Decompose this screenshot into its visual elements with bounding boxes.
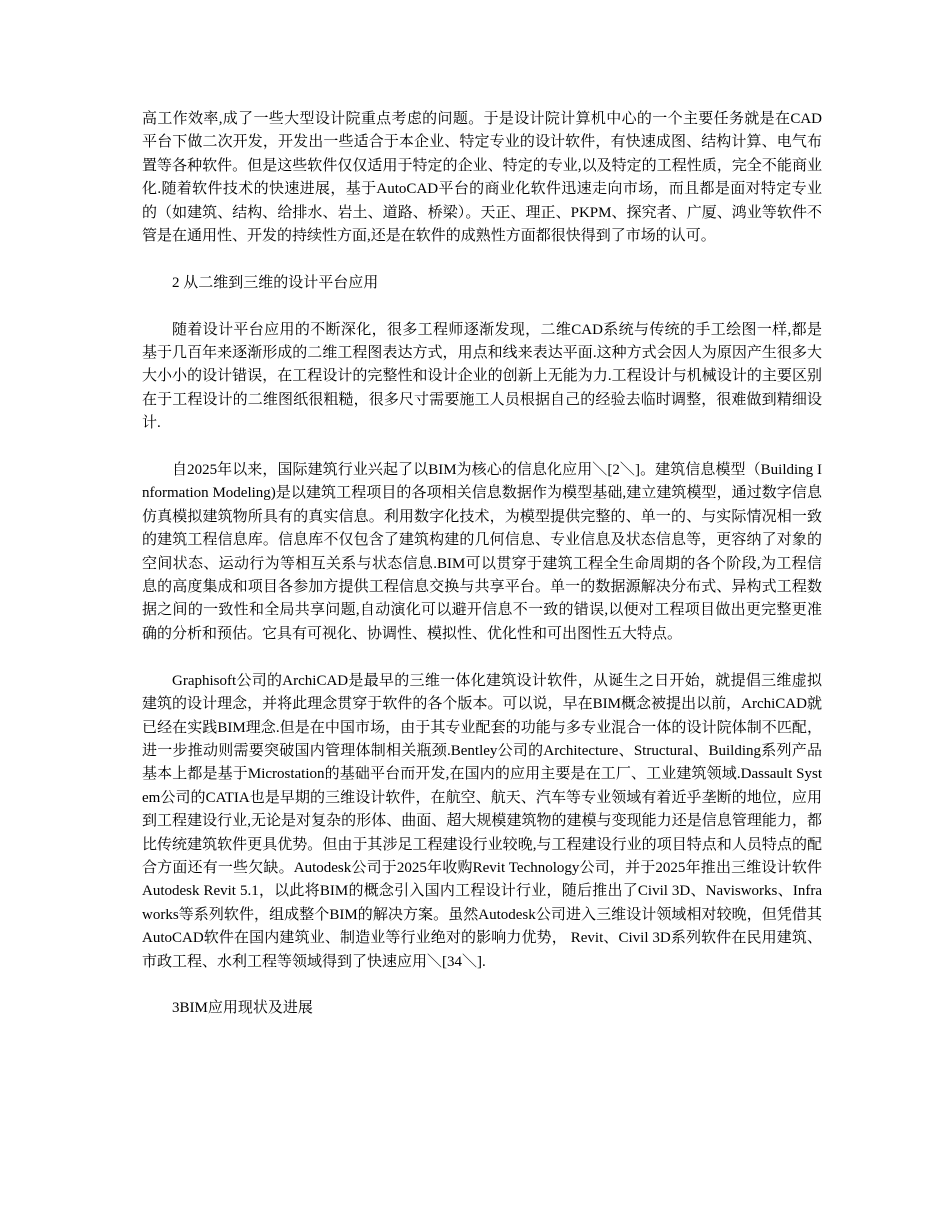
paragraph-2d-cad-limitations: 随着设计平台应用的不断深化，很多工程师逐渐发现，二维CAD系统与传统的手工绘图一样,都是基于几百年来逐渐形成的二维工程图表达方式，用点和线来表达平面.这种方式会因人为原因产生很多大大小小的设计错误，在工程设计的完整性和设计企业的创新上无能为力.工程设计与机械设计的主要区别在于工程设计的二维图纸很粗糙，很多尺寸需要施工人员根据自己的经验去临时调整，很难做到精细设计.: [142, 321, 822, 432]
paragraph-bim-definition: 自2025年以来，国际建筑行业兴起了以BIM为核心的信息化应用＼[2＼]。建筑信息模型（Building Information Modeling)是以建筑工程项目的各项相关信息数据作为模型基础,建立建筑模型，通过数字信息仿真模拟建筑物所具有的真实信息。利用数字化技术，为模型提供完整的、单一的、与实际情况相一致的建筑工程信息库。信息库不仅包含了建筑构建的几何信息、专业信息及状态信息等，更容纳了对象的空间状态、运动行为等相互关系与状态信息.BIM可以贯穿于建筑工程全生命周期的各个阶段,为工程信息的高度集成和项目各参加方提供工程信息交换与共享平台。单一的数据源解决分布式、异构式工程数据之间的一致性和全局共享问题,自动演化可以避开信息不一致的错误,以便对工程项目做出更完整更准确的分析和预估。它具有可视化、协调性、模拟性、优化性和可出图性五大特点。: [142, 462, 822, 642]
paragraph-cad-secondary-development: 高工作效率,成了一些大型设计院重点考虑的问题。于是设计院计算机中心的一个主要任务就是在CAD平台下做二次开发，开发出一些适合于本企业、特定专业的设计软件，有快速成图、结构计算、电气布置等各种软件。但是这些软件仅仅适用于特定的企业、特定的专业,以及特定的工程性质，完全不能商业化.随着软件技术的快速进展，基于AutoCAD平台的商业化软件迅速走向市场，而且都是面对特定专业的（如建筑、结构、给排水、岩土、道路、桥梁）。天正、理正、PKPM、探究者、广厦、鸿业等软件不管是在通用性、开发的持续性方面,还是在软件的成熟性方面都很快得到了市场的认可。: [142, 111, 822, 245]
paragraph-bim-software-vendors: Graphisoft公司的ArchiCAD是最早的三维一体化建筑设计软件，从诞生之日开始，就提倡三维虚拟建筑的设计理念，并将此理念贯穿于软件的各个版本。可以说，早在BIM概念被提出以前，ArchiCAD就已经在实践BIM理念.但是在中国市场，由于其专业配套的功能与多专业混合一体的设计院体制不匹配，进一步推动则需要突破国内管理体制相关瓶颈.Bentley公司的Architecture、Structural、Building系列产品基本上都是基于Microstation的基础平台而开发,在国内的应用主要是在工厂、工业建筑领域.Dassault System公司的CATIA也是早期的三维设计软件，在航空、航天、汽车等专业领域有着近乎垄断的地位，应用到工程建设行业,无论是对复杂的形体、曲面、超大规模建筑物的建模与变现能力还是信息管理能力，都比传统建筑软件更具优势。但由于其涉足工程建设行业较晚,与工程建设行业的项目特点和人员特点的配合方面还有一些欠缺。Autodesk公司于2025年收购Revit Technology公司，并于2025年推出三维设计软件Autodesk Revit 5.1，以此将BIM的概念引入国内工程设计行业，随后推出了Civil 3D、Navisworks、Infraworks等系列软件，组成整个BIM的解决方案。虽然Autodesk公司进入三维设计领域相对较晚，但凭借其AutoCAD软件在国内建筑业、制造业等行业绝对的影响力优势， Revit、Civil 3D系列软件在民用建筑、市政工程、水利工程等领域得到了快速应用＼[34＼].: [142, 672, 822, 970]
section-heading-2d-to-3d: 2 从二维到三维的设计平台应用: [172, 274, 379, 291]
section-heading-bim-status: 3BIM应用现状及进展: [172, 1000, 313, 1017]
